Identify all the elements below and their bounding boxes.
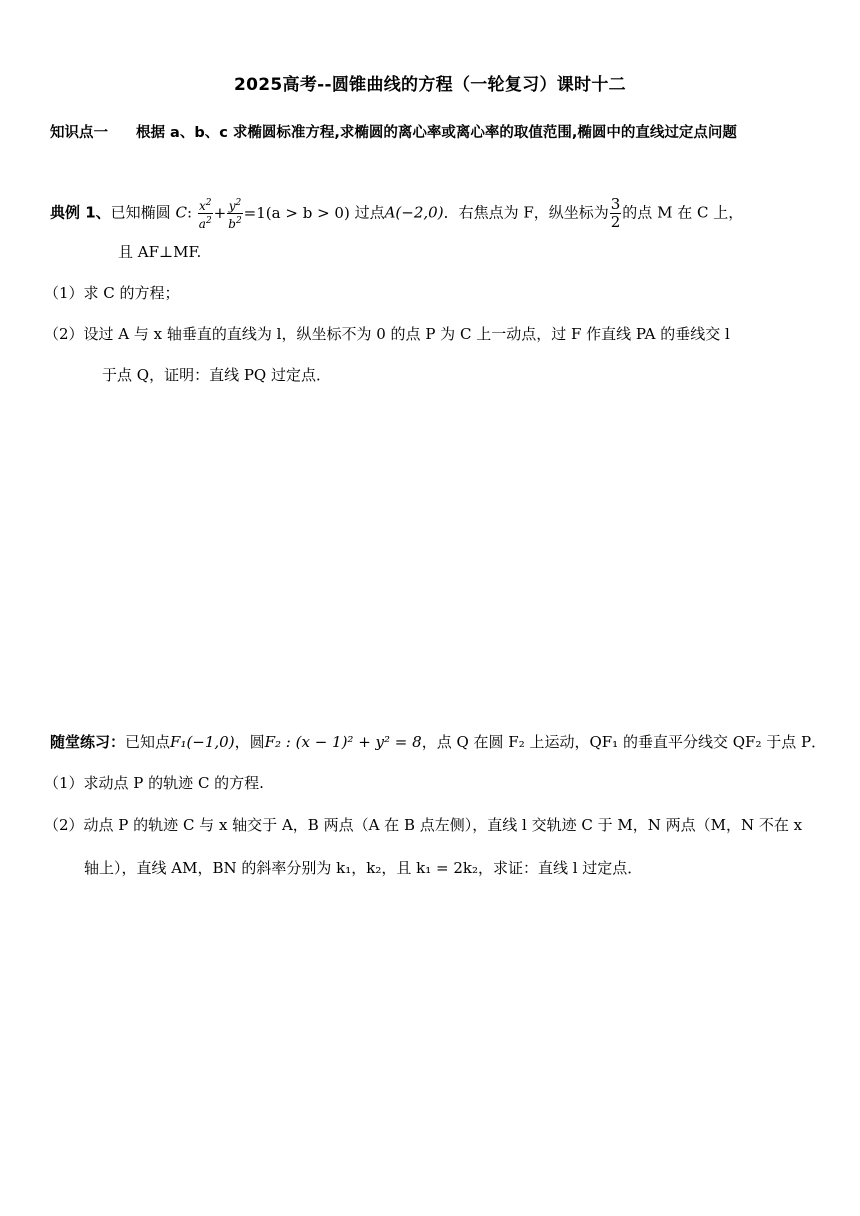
knowledge-point bbox=[50, 115, 820, 151]
example1-question2-line2: 于点 Q，证明：直线 PQ 过定点． bbox=[102, 366, 331, 384]
example1-intro: 已知椭圆 bbox=[110, 203, 171, 222]
example1-curve: C bbox=[175, 203, 187, 222]
example1-label: 典例 1、 bbox=[50, 203, 111, 222]
example1-line2: 且 AF⊥MF. bbox=[118, 243, 202, 261]
ellipse-equation: $\frac{x^2}{a^2}$ + $\frac{y^2}{b^2}$ =1(a > b > 0) bbox=[198, 198, 350, 231]
practice-question2-line1: （2）动点 P 的轨迹 C 与 x 轴交于 A，B 两点（A 在 B 点左侧），直线 l 交轨迹 C 于 M，N 两点（M，N 不在 x bbox=[44, 816, 803, 834]
example1-question1: （1）求 C 的方程； bbox=[44, 284, 180, 302]
example1-point-m: 的点 M 在 C 上， bbox=[622, 203, 744, 222]
knowledge-point-body: 根据 a、b、c 求椭圆标准方程,求椭圆的离心率或离心率的取值范围,椭圆中的直线过定点问题 bbox=[136, 125, 737, 141]
example1-focus-text: ．右焦点为 F，纵坐标为 bbox=[443, 203, 609, 222]
practice-statement: 随堂练习：已知点F₁(−1,0)，圆F₂ : (x − 1)² + y² = 8，点 Q 在圆 F₂ 上运动，QF₁ 的垂直平分线交 QF₂ 于点 P． bbox=[50, 733, 827, 751]
point-a: A(−2,0) bbox=[384, 203, 444, 222]
example1-passes: 过点 bbox=[354, 203, 385, 222]
ellipse-condition: 1(a > b > 0) bbox=[256, 203, 350, 222]
page-title: 2025高考--圆锥曲线的方程（一轮复习）课时十二 bbox=[234, 75, 626, 95]
practice-question2-line2: 轴上），直线 AM，BN 的斜率分别为 k₁，k₂，且 k₁ = 2k₂，求证：直线 l 过定点． bbox=[84, 859, 643, 877]
circle-equation: F₂ : (x − 1)² + y² = 8 bbox=[264, 733, 422, 751]
practice-label: 随堂练习： bbox=[50, 733, 126, 751]
point-f1: F₁(−1,0) bbox=[170, 733, 235, 751]
knowledge-point-label: 知识点一 bbox=[50, 125, 108, 141]
fraction-three-halves: $\frac{3}{2}$ bbox=[610, 195, 621, 231]
practice-question1: （1）求动点 P 的轨迹 C 的方程. bbox=[44, 774, 264, 792]
example1-question2-line1: （2）设过 A 与 x 轴垂直的直线为 l，纵坐标不为 0 的点 P 为 C 上一动点，过 F 作直线 PA 的垂线交 l bbox=[44, 325, 730, 343]
example1-statement: 典例 1、已知椭圆 C: $\frac{x^2}{a^2}$ + $\frac{y^2}{b^2}$ =1(a > b > 0) 过点A(−2,0)．右焦点为 F，纵坐标为 $\frac{3}{2}$ 的点 M 在 C 上， bbox=[50, 195, 744, 231]
